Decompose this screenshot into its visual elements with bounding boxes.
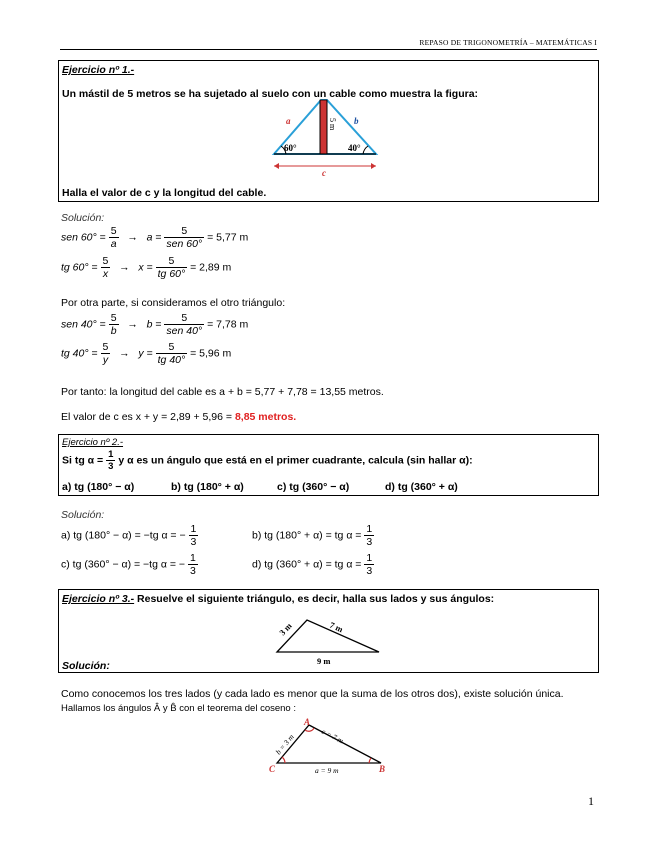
vertex-A: A	[304, 718, 311, 727]
side-b-label: b = 3 m	[273, 732, 296, 757]
sol3-paragraph-1: Como conocemos los tres lados (y cada lado es menor que la suma de los otros dos), existe solución única.	[61, 688, 564, 700]
sol1-line1: sen 60° = $\frac{5}{a}$ → a = $\frac{5}{\text{sen 60°}}$ = 5,77 m	[61, 225, 249, 250]
page-number: 1	[588, 794, 594, 808]
side-c-label: c = 7 m	[320, 726, 345, 746]
sol2-a: a) tg (180° − α) = −tg α = − $\frac{1}{3}$	[61, 523, 197, 548]
sol1-line3: sen 40° = $\frac{5}{b}$ → b = $\frac{5}{\text{sen 40°}}$ = 7,78 m	[61, 312, 249, 337]
mast-figure	[264, 96, 394, 178]
vertex-B: B	[379, 764, 386, 774]
page-header: REPASO DE TRIGONOMETRÍA – MATEMÁTICAS I	[60, 38, 597, 50]
exercise-3-solution-label: Solución:	[62, 660, 110, 672]
exercise-2-option-b: b) tg (180° + α)	[171, 481, 244, 493]
label-60: 60°	[284, 143, 297, 153]
label-a: a	[286, 116, 291, 126]
solution-1-label: Solución:	[61, 212, 105, 224]
exercise-3-box	[58, 589, 599, 673]
label-b: b	[354, 116, 359, 126]
vertex-C: C	[269, 764, 276, 774]
sol1-c-value: El valor de c es x + y = 2,89 + 5,96 = 8,85 metros.	[61, 411, 297, 423]
exercise-3-title: Ejercicio nº 3.-	[62, 593, 135, 605]
exercise-1-question: Halla el valor de c y la longitud del cable.	[62, 187, 267, 199]
side-7m: 7 m	[328, 619, 345, 635]
side-9m: 9 m	[317, 656, 331, 666]
exercise-2-title: Ejercicio nº 2.-	[62, 437, 124, 448]
exercise-2-statement: Si tg α = $\frac{1}{3}$ y α es un ángulo que está en el primer cuadrante, calcula (sin hallar α):	[62, 449, 473, 472]
labeled-triangle-figure	[265, 718, 395, 778]
exercise-1-box	[58, 60, 599, 202]
sol2-c: c) tg (360° − α) = −tg α = − $\frac{1}{3}$	[61, 552, 196, 577]
result-highlight: 8,85 metros.	[234, 411, 297, 423]
label-40: 40°	[348, 143, 361, 153]
sol1-middle-text: Por otra parte, si consideramos el otro triángulo:	[61, 297, 286, 309]
exercise-2-option-a: a) tg (180° − α)	[62, 481, 135, 493]
side-a-label: a = 9 m	[315, 766, 339, 775]
exercise-1-statement: Un mástil de 5 metros se ha sujetado al suelo con un cable como muestra la figura:	[62, 88, 479, 100]
sol1-line2: tg 60° = $\frac{5}{x}$ → x = $\frac{5}{tg 60^\circ}$ = 2,89 m	[61, 255, 232, 280]
sol1-line4: tg 40° = $\frac{5}{y}$ → y = $\frac{5}{tg 40^\circ}$ = 5,96 m	[61, 341, 232, 366]
exercise-1-title: Ejercicio nº 1.-	[62, 64, 135, 76]
label-c: c	[322, 168, 326, 178]
triangle-figure	[269, 614, 389, 670]
sol2-b: b) tg (180° + α) = tg α = $\frac{1}{3}$	[252, 523, 373, 548]
solution-2-label: Solución:	[61, 509, 105, 521]
side-3m: 3 m	[277, 620, 294, 638]
exercise-2-option-d: d) tg (360° + α)	[385, 481, 458, 493]
exercise-2-option-c: c) tg (360° − α)	[277, 481, 350, 493]
label-5m: 5 m	[328, 118, 337, 131]
exercise-3-heading: Ejercicio nº 3.- Resuelve el siguiente triángulo, es decir, halla sus lados y sus ángulos:	[62, 593, 495, 605]
sol3-paragraph-2: Hallamos los ángulos Â y B̂ con el teorema del coseno :	[61, 703, 296, 714]
sol2-d: d) tg (360° + α) = tg α = $\frac{1}{3}$	[252, 552, 373, 577]
sol1-total: Por tanto: la longitud del cable es a + b = 5,77 + 7,78 = 13,55 metros.	[61, 386, 384, 398]
exercise-2-box	[58, 434, 599, 496]
